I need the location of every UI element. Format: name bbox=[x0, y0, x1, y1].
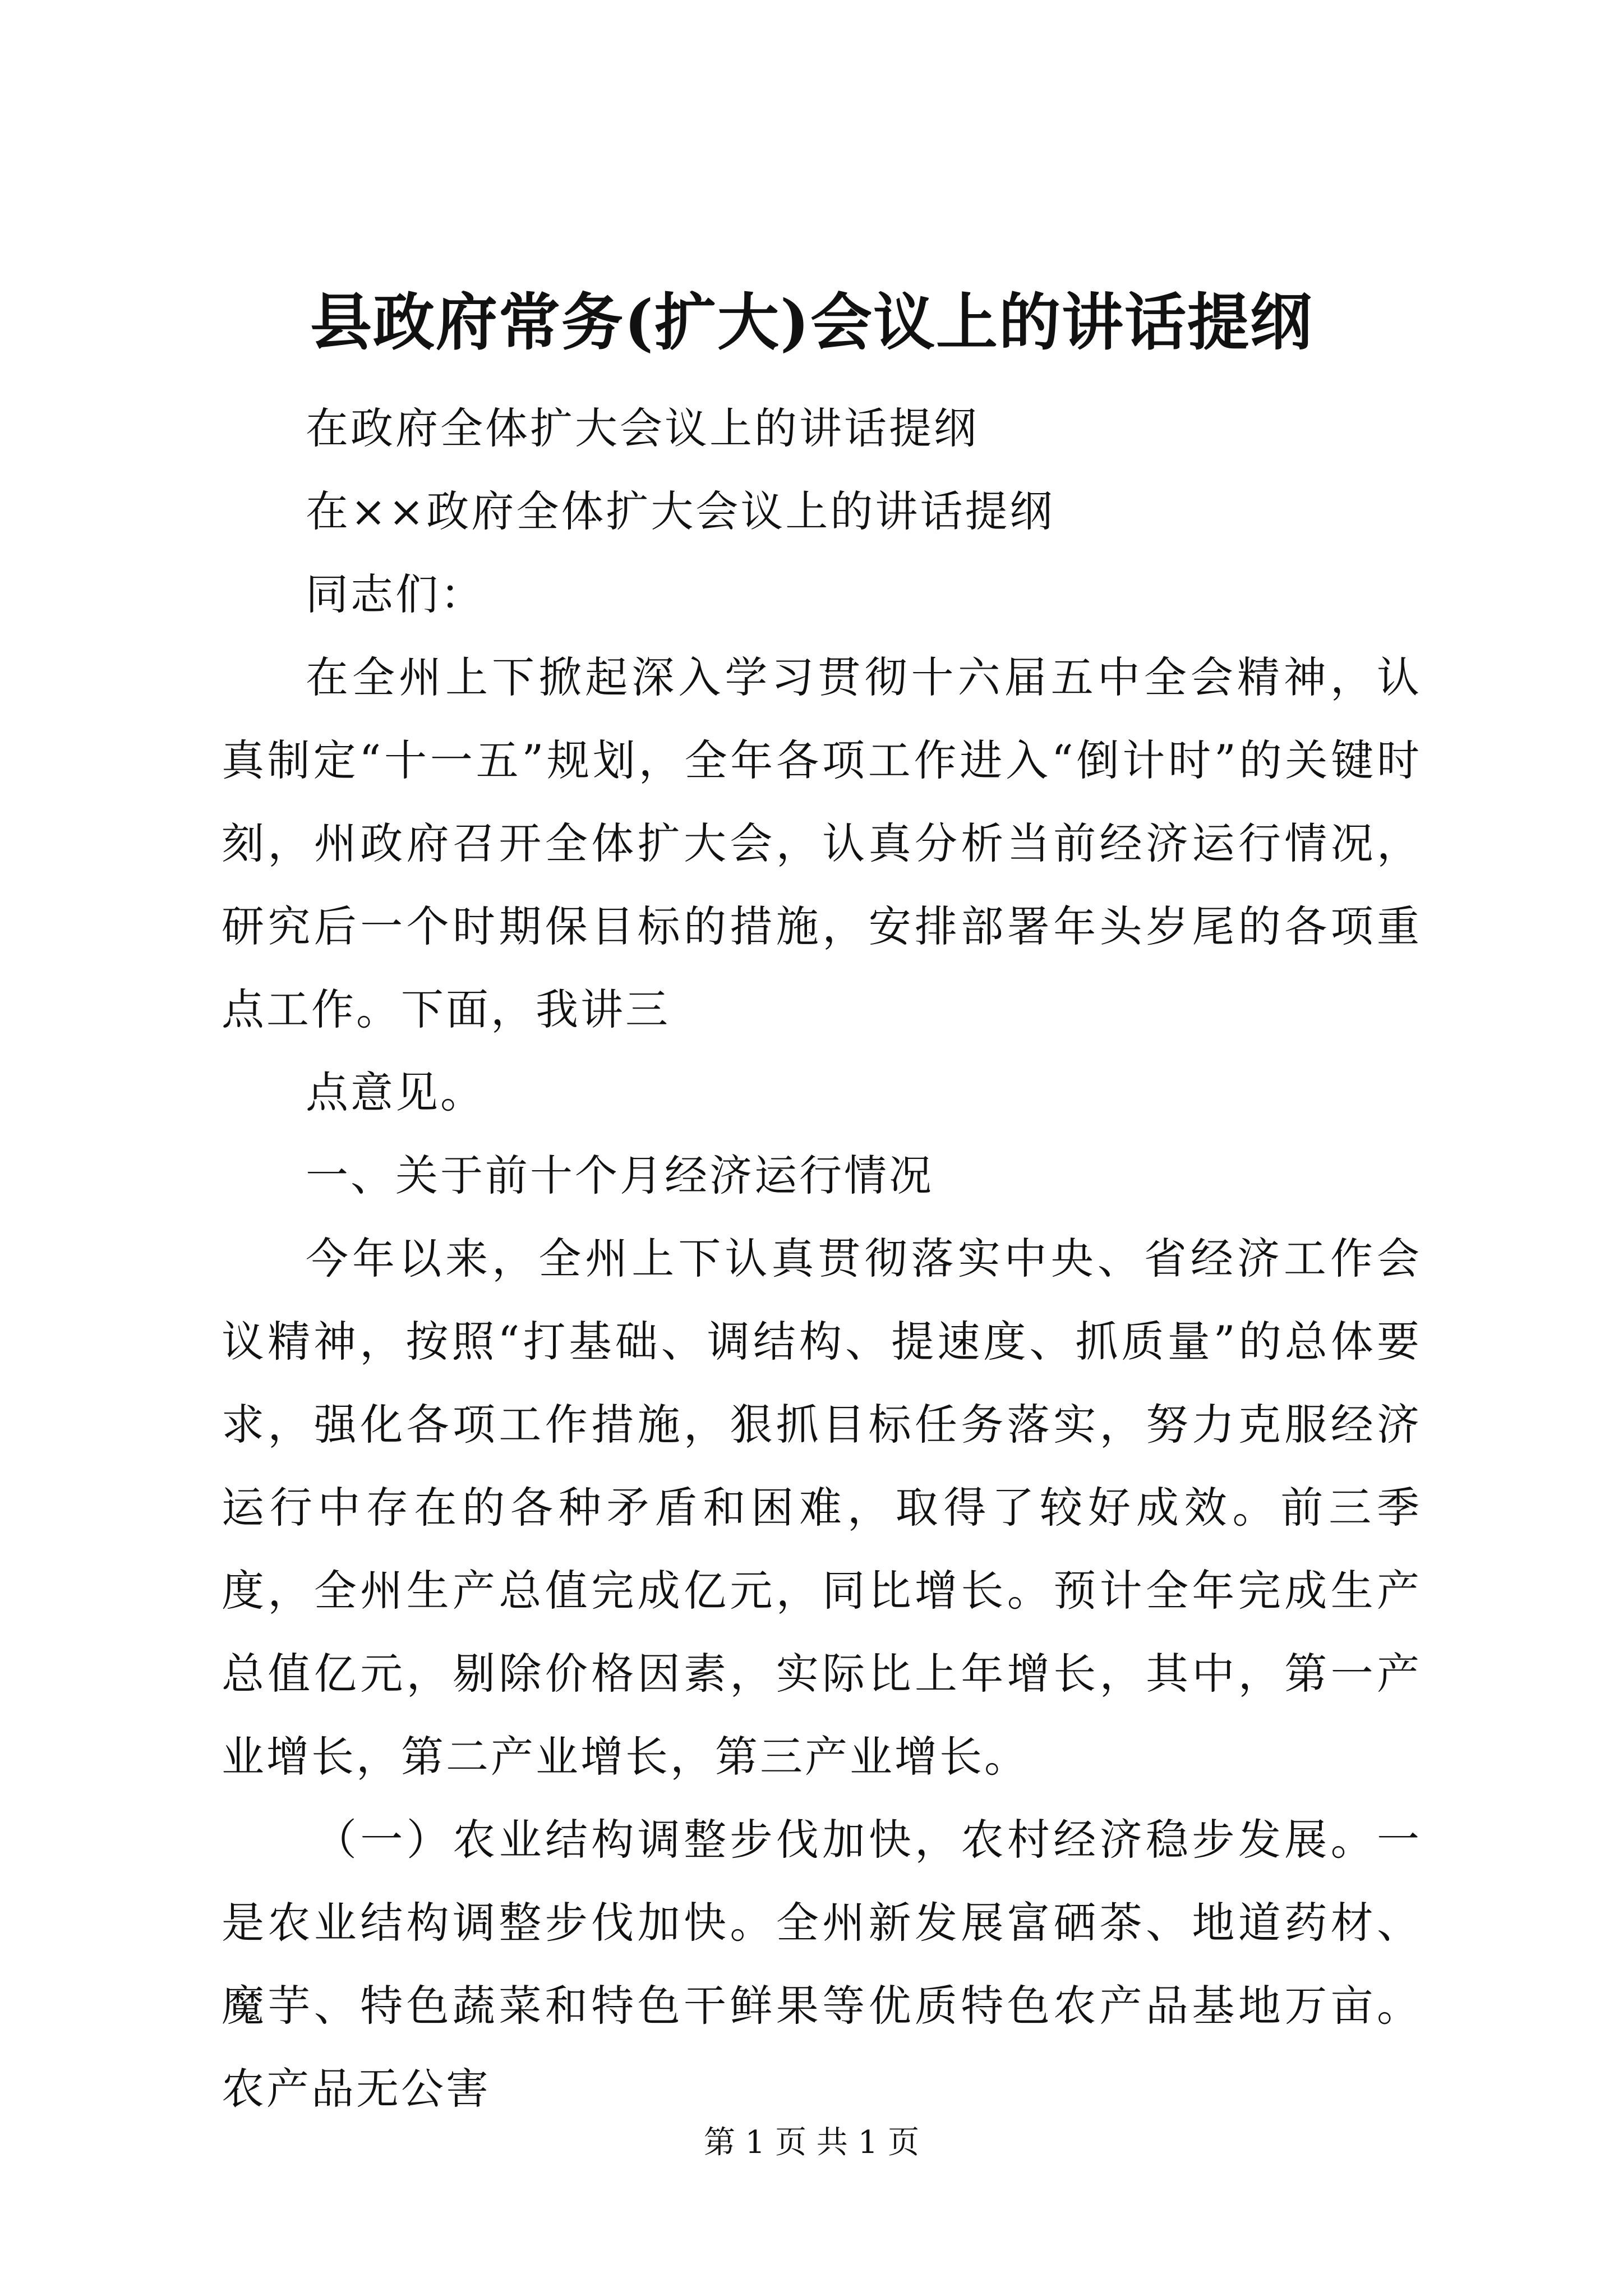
document-title: 县政府常务(扩大)会议上的讲话提纲 bbox=[310, 286, 1313, 358]
paragraph-agriculture: （一）农业结构调整步伐加快，农村经济稳步发展。一是农业结构调整步伐加快。全州新发展富硒茶、地道药材、魔芋、特色蔬菜和特色干鲜果等优质特色农产品基地万亩。农产品无公害 bbox=[222, 1815, 1422, 2114]
page-footer: 第 1 页 共 1 页 bbox=[703, 2124, 920, 2161]
paragraph-salutation: 同志们： bbox=[306, 569, 485, 619]
paragraph-subtitle-1: 在政府全体扩大会议上的讲话提纲 bbox=[306, 403, 979, 453]
paragraph-subtitle-2: 在××政府全体扩大会议上的讲话提纲 bbox=[306, 486, 1055, 536]
document-body bbox=[222, 387, 1422, 2131]
section-heading-1: 一、关于前十个月经济运行情况 bbox=[306, 1151, 934, 1200]
paragraph-intro-continued: 点意见。 bbox=[306, 1068, 485, 1117]
paragraph-intro: 在全州上下掀起深入学习贯彻十六届五中全会精神，认真制定“十一五”规划，全年各项工作进入“倒计时”的关键时刻，州政府召开全体扩大会，认真分析当前经济运行情况，研究后一个时期保目标的措施，安排部署年头岁尾的各项重点工作。下面，我讲三 bbox=[222, 652, 1422, 1034]
paragraph-economy-summary: 今年以来，全州上下认真贯彻落实中央、省经济工作会议精神，按照“打基础、调结构、提速度、抓质量”的总体要求，强化各项工作措施，狠抓目标任务落实，努力克服经济运行中存在的各种矛盾和困难，取得了较好成效。前三季度，全州生产总值完成亿元，同比增长。预计全年完成生产总值亿元，剔除价格因素，实际比上年增长，其中，第一产业增长，第二产业增长，第三产业增长。 bbox=[222, 1234, 1422, 1782]
